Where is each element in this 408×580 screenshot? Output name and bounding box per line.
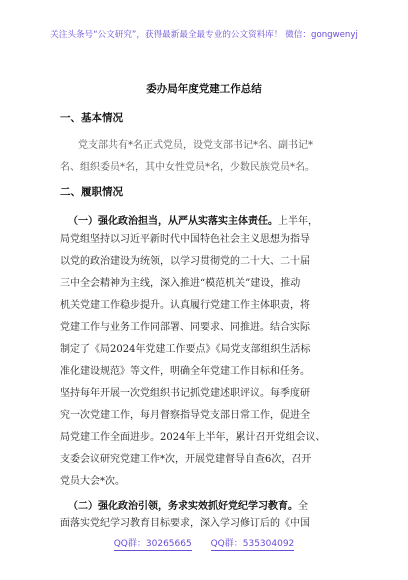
footer-contacts xyxy=(0,536,408,551)
body-line: 局党建工作全面进步。2024年上半年，累计召开党组会议、 xyxy=(60,432,326,443)
subsection-heading-2 xyxy=(68,497,360,512)
body-line: 党建工作与业务工作同部署、同要求、同推进。结合实际 xyxy=(60,322,310,333)
document-title: 委办局年度党建工作总结 xyxy=(146,83,262,95)
body-line: 支委会议研究党建工作*次，开展党建督导自查6次，召开 xyxy=(60,454,312,465)
body-line: 名、组织委员*名，其中女性党员*名，少数民族党员*名。 xyxy=(60,162,315,173)
body-line: 机关党建工作稳步提升。认真履行党建工作主体职责，将 xyxy=(60,300,310,311)
footer-qq-group-2: QQ群：535304092 xyxy=(211,536,295,551)
body-line: 坚持每年开展一次党组织书记抓党建述职评议。每季度研 xyxy=(60,388,310,399)
subsection-heading-1 xyxy=(68,212,360,227)
header-banner: 关注头条号“公文研究”，获得最新最全最专业的公文资料库！ 微信：gongwenyj xyxy=(50,30,358,40)
body-line: 究一次党建工作，每月督察指导党支部日常工作，促进全 xyxy=(60,410,310,421)
body-line: 党员大会*次。 xyxy=(60,476,125,487)
body-line: 党支部共有*名正式党员，设党支部书记*名、副书记* xyxy=(78,140,313,151)
subsection-lead: （一）强化政治担当，从严从实落实主体责任。 xyxy=(68,216,278,227)
body-line: 面落实党纪学习教育目标要求，深入学习修订后的《中国 xyxy=(60,518,310,529)
body-line: 以党的政治建设为统领，以学习贯彻党的二十大、二十届 xyxy=(60,256,310,267)
subsection-lead: （二）强化政治引领，务求实效抓好党纪学习教育。 xyxy=(68,501,298,512)
body-line: 制定了《局2024年党建工作要点》《局党支部组织生活标 xyxy=(60,344,311,355)
subsection-lead-rest: 上半年， xyxy=(278,216,318,227)
section-heading-duty: 二、履职情况 xyxy=(60,186,123,198)
body-line: 局党组坚持以习近平新时代中国特色社会主义思想为指导 xyxy=(60,234,310,245)
section-heading-basic: 一、基本情况 xyxy=(60,112,123,124)
footer-qq-group-1: QQ群：30265665 xyxy=(114,536,192,551)
body-line: 准化建设规范》等文件，明确全年党建工作目标和任务。 xyxy=(60,366,310,377)
body-line: 三中全会精神为主线，深入推进“模范机关”建设，推动 xyxy=(60,278,301,289)
subsection-lead-rest: 全 xyxy=(298,501,308,512)
